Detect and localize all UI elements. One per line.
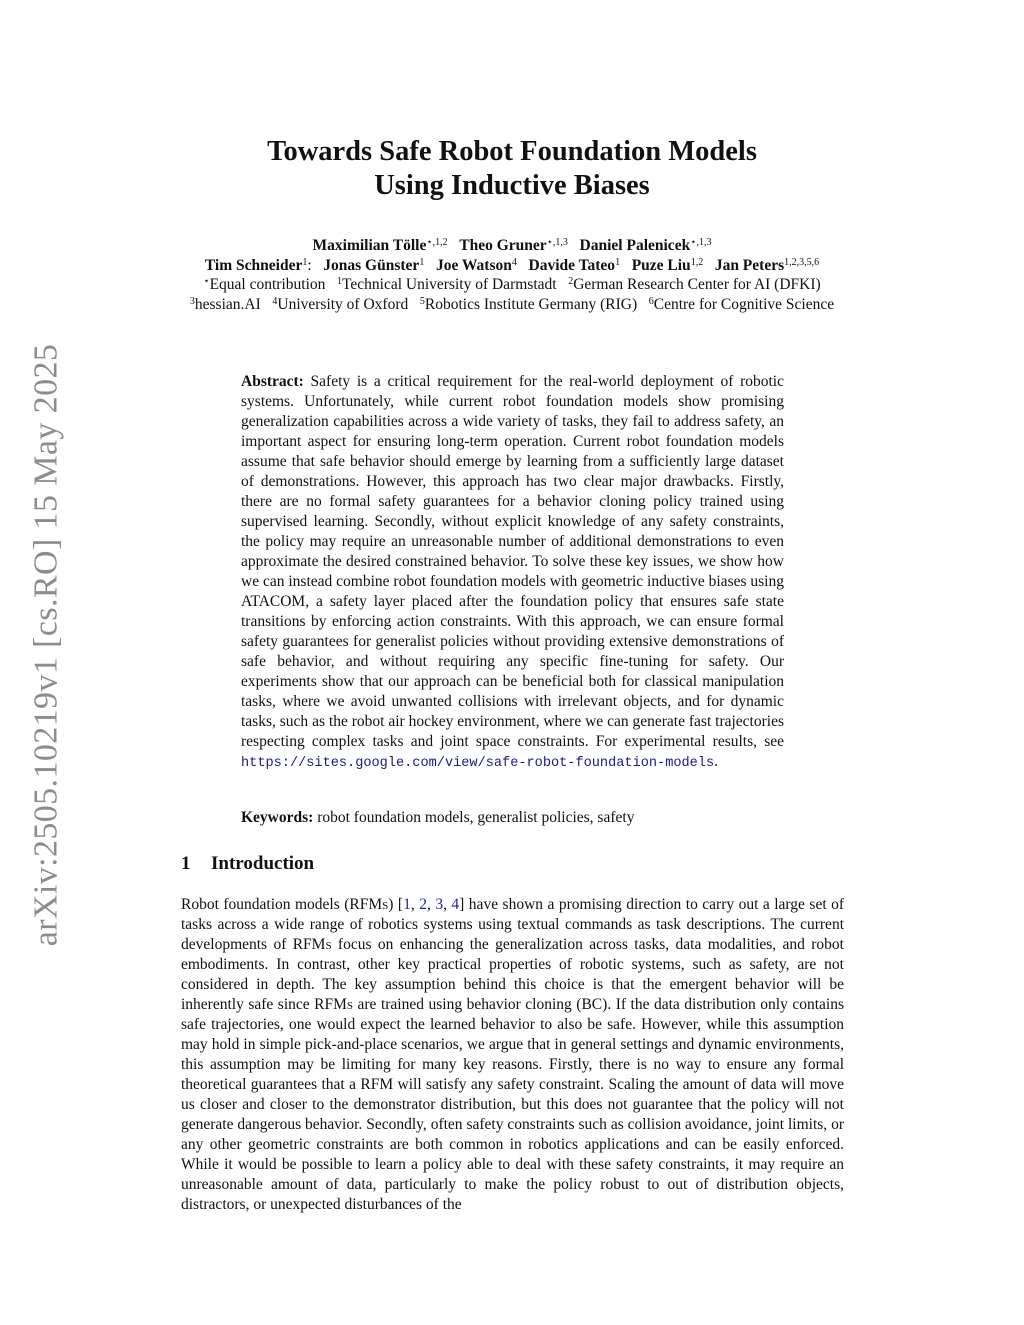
affiliation-name: hessian.AI [194, 295, 261, 313]
author-name: Theo Gruner [459, 237, 547, 254]
citation-link[interactable]: 3 [435, 896, 444, 913]
author-row-1 [150, 236, 874, 256]
affiliation-mark: 5 [419, 295, 425, 307]
author-name: Tim Schneider [204, 256, 303, 274]
title-line-2: Using Inductive Biases [374, 170, 650, 201]
abstract-text: , a safety layer placed after the foundation policy that ensures safe state transitions by enforcing action constraints. With this approach, we can ensure formal safety guarantees for generalist policies without providing extensive demonstrations of safe behavior, and without requiring any specific fine-tuning for safety. Our experiments show that our approach can be beneficial both for classical manipulation tasks, where we avoid unwanted collisions with irrelevant objects, and for dynamic tasks, such as the robot air hockey environment, where we can generate fast trajectories respecting complex tasks and joint space constraints. For experimental results, see [241, 593, 784, 750]
equal-contribution-note: Equal contribution [209, 276, 326, 293]
acronym-bc: BC [581, 996, 603, 1013]
author-row-2 [150, 256, 874, 276]
author-affiliation-mark: 4 [511, 256, 517, 268]
citation-link[interactable]: 4 [451, 896, 460, 913]
citation-separator: , [426, 896, 436, 913]
section-title: Introduction [211, 853, 315, 874]
author-affiliation-mark: 1,2 [690, 256, 704, 268]
author-name: Puze Liu [631, 256, 691, 274]
affiliation-close-paren: ) [631, 295, 638, 313]
acronym-rfms: RFMs [349, 896, 389, 913]
affiliation-mark: 1 [337, 276, 342, 287]
author-block [150, 236, 874, 314]
affiliation-name: Centre for Cognitive Science [653, 295, 835, 313]
body-text: ) [ [388, 896, 404, 913]
body-text: focus on enhancing the generalization across tasks, data modalities, and robot embodiments. In contrast, other key practical properties of robotic systems, such as safety, are not considered in depth. The key assumption behind this choice is that the emergent behavior will be inherently safe since [181, 936, 844, 1013]
section-number: 1 [181, 853, 191, 874]
body-text: ). If the data distribution only contains safe trajectories, one would expect the learned behavior to also be safe. However, while this assumption may hold in simple pick-and-place scenarios, we argue that in general settings and dynamic environments, this assumption may be limiting for many key reasons. Firstly, there is no way to ensure any formal theoretical guarantees that a [181, 996, 844, 1093]
atacom-term: ATACOM [241, 593, 306, 610]
affiliation-row-2 [150, 295, 874, 315]
body-text: will satisfy any safety constraint. Scaling the amount of data will move us closer and closer to the demonstrator distribution, but this does not guarantee that the policy will not generate dangerous behavior. Secondly, often safety constraints such as collision avoidance, joint limits, or any other geometric constraints are both common in robotics applications and can be easily enforced. While it would be possible to learn a policy able to deal with these safety constraints, it may require an unreasonable amount of data, particularly to make the policy robust to out of distribution objects, distractors, or unexpected disturbances of the [181, 1076, 844, 1213]
author-name: Joe Watson [435, 256, 512, 274]
acronym-rfm: RFM [360, 1076, 394, 1093]
keywords [241, 808, 784, 828]
affiliation-name: University of Oxford [277, 295, 409, 313]
affiliation-name: Robotics Institute Germany ( [424, 295, 606, 313]
arxiv-identifier: arXiv:2505.10219v1 [cs.RO] 15 May 2025 [27, 343, 64, 947]
affiliation-close-paren: ) [815, 276, 821, 293]
author-name: Jan Peters [714, 256, 785, 274]
abstract-end: . [714, 753, 719, 770]
citation-separator: , [443, 896, 452, 913]
body-text: are trained using behavior cloning ( [353, 996, 582, 1013]
abstract-label: Abstract: [241, 373, 304, 390]
author-affiliation-mark: 1 [419, 256, 425, 268]
author-separator: : [307, 256, 312, 274]
introduction-paragraph [181, 895, 844, 1215]
author-affiliation-mark: 1,2,3,5,6 [784, 256, 820, 268]
acronym-rfms: RFMs [292, 936, 332, 953]
title-line-1: Towards Safe Robot Foundation Models [267, 136, 757, 167]
abstract [241, 372, 784, 774]
affiliation-row-1 [150, 275, 874, 295]
author-affiliation-mark: 1 [302, 256, 308, 268]
abstract-text: Safety is a critical requirement for the real-world deployment of robotic systems. Unfortunately, while current robot foundation models show promising generalization capabilities across a wide variety of tasks, they fail to address safety, an important aspect for ensuring long-term operation. Current robot foundation models assume that safe behavior should emerge by learning from a sufficiently large dataset of demonstrations. However, this approach has two clear major drawbacks. Firstly, there are no formal safety guarantees for a behavior cloning policy trained using supervised learning. Secondly, without explicit knowledge of any safety constraints, the policy may require an unreasonable number of additional demonstrations to even approximate the desired constrained behavior. To solve these key issues, we show how we can instead combine robot foundation models with geometric inductive biases using [241, 373, 784, 590]
affiliation-mark: 6 [648, 295, 654, 307]
author-name: Daniel Palenicek [579, 237, 691, 254]
author-name: Davide Tateo [528, 256, 616, 274]
project-website-link[interactable]: https://sites.google.com/view/safe-robot-foundation-models [241, 756, 715, 771]
author-affiliation-mark: 1 [615, 256, 621, 268]
author-name: Maximilian Tölle [312, 237, 427, 254]
author-affiliation-mark: ⋆,1,3 [546, 237, 568, 248]
keywords-text: robot foundation models, generalist policies, safety [313, 809, 635, 826]
affiliation-mark: 3 [189, 295, 195, 307]
citation-link[interactable]: 2 [419, 896, 427, 913]
body-text: ] have shown a promising direction to carry out a large set of tasks across a wide range of robotics systems using textual commands as task descriptions. The current developments of [181, 896, 845, 953]
keywords-label: Keywords: [241, 809, 314, 826]
acronym-rfms: RFMs [314, 996, 354, 1013]
affiliation-mark: 2 [568, 276, 574, 287]
section-heading-introduction [181, 852, 314, 876]
arxiv-sidebar [28, 340, 64, 950]
affiliation-mark: 4 [272, 295, 278, 307]
affiliation-abbreviation: DFKI [779, 276, 816, 293]
author-affiliation-mark: ⋆,1,2 [426, 237, 448, 248]
paper-title [0, 135, 1024, 203]
affiliation-name: German Research Center for AI ( [573, 276, 780, 293]
citation-link[interactable]: 1 [403, 896, 411, 913]
affiliation-abbreviation: RIG [605, 295, 632, 313]
body-text: Robot foundation models ( [181, 896, 350, 913]
author-name: Jonas Günster [323, 256, 420, 274]
author-affiliation-mark: ⋆,1,3 [690, 237, 712, 248]
affiliation-name: Technical University of Darmstadt [342, 276, 557, 293]
equal-contribution-mark: ⋆ [203, 276, 210, 287]
citation-separator: , [410, 896, 420, 913]
